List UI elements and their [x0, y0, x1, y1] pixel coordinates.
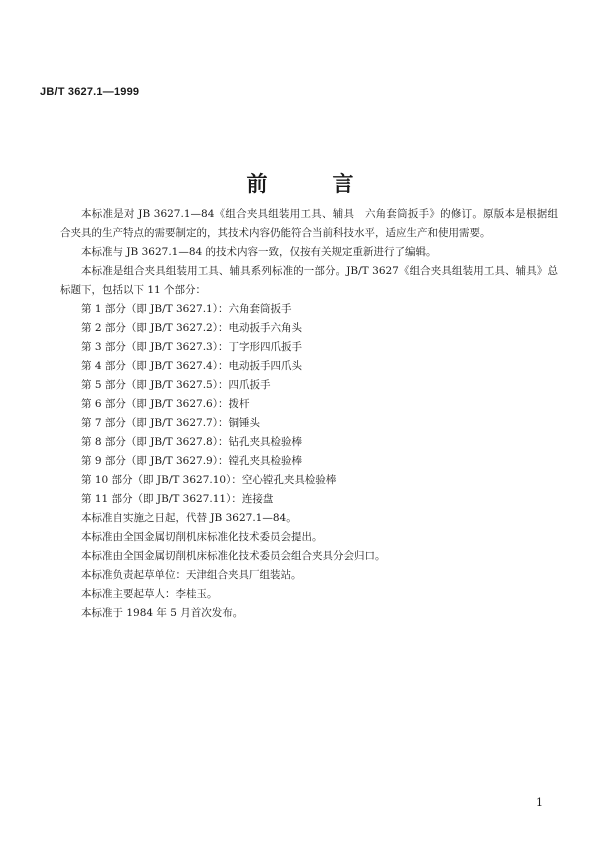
closing-paragraph: 本标准负责起草单位：天津组合夹具厂组装站。	[81, 569, 302, 581]
list-item: 第 2 部分（即 JB/T 3627.2）：电动扳手六角头	[81, 322, 302, 334]
list-item: 第 8 部分（即 JB/T 3627.8）：钻孔夹具检验棒	[81, 436, 302, 448]
closing-paragraph: 本标准自实施之日起，代替 JB 3627.1—84。	[81, 512, 297, 524]
list-item: 第 7 部分（即 JB/T 3627.7）：铜锤头	[81, 417, 260, 429]
intro-paragraph: 本标准是组合夹具组装用工具、辅具系列标准的一部分。JB/T 3627《组合夹具组装用工具、辅具》总标题下，包括以下 11 个部分：	[60, 265, 558, 296]
page-title: 前 言	[246, 171, 376, 196]
parts-list	[60, 300, 558, 509]
intro-paragraph: 本标准是对 JB 3627.1—84《组合夹具组装用工具、辅具 六角套筒扳手》的修订。原版本是根据组合夹具的生产特点的需要制定的，其技术内容仍能符合当前科技水平，适应生产和使用需要。	[60, 208, 558, 239]
closing-paragraph: 本标准由全国金属切削机床标准化技术委员会组合夹具分会归口。	[81, 550, 386, 562]
list-item: 第 6 部分（即 JB/T 3627.6）：拨杆	[81, 398, 250, 410]
list-item: 第 5 部分（即 JB/T 3627.5）：四爪扳手	[81, 379, 271, 391]
intro-paragraph: 本标准与 JB 3627.1—84 的技术内容一致，仅按有关规定重新进行了编辑。	[81, 246, 437, 258]
closing-paragraph: 本标准于 1984 年 5 月首次发布。	[81, 607, 244, 619]
list-item: 第 11 部分（即 JB/T 3627.11）：连接盘	[81, 493, 274, 505]
list-item: 第 10 部分（即 JB/T 3627.10）：空心镗孔夹具检验棒	[81, 474, 337, 486]
standard-code: JB/T 3627.1—1999	[40, 86, 140, 98]
list-item: 第 4 部分（即 JB/T 3627.4）：电动扳手四爪头	[81, 360, 302, 372]
list-item: 第 9 部分（即 JB/T 3627.9）：镗孔夹具检验棒	[81, 455, 302, 467]
list-item: 第 1 部分（即 JB/T 3627.1）：六角套筒扳手	[81, 303, 292, 315]
document-body	[60, 205, 558, 623]
list-item: 第 3 部分（即 JB/T 3627.3）：丁字形四爪扳手	[81, 341, 302, 353]
page-number: 1	[536, 796, 543, 809]
closing-paragraph: 本标准主要起草人：李桂玉。	[81, 588, 218, 600]
closing-paragraph: 本标准由全国金属切削机床标准化技术委员会提出。	[81, 531, 323, 543]
